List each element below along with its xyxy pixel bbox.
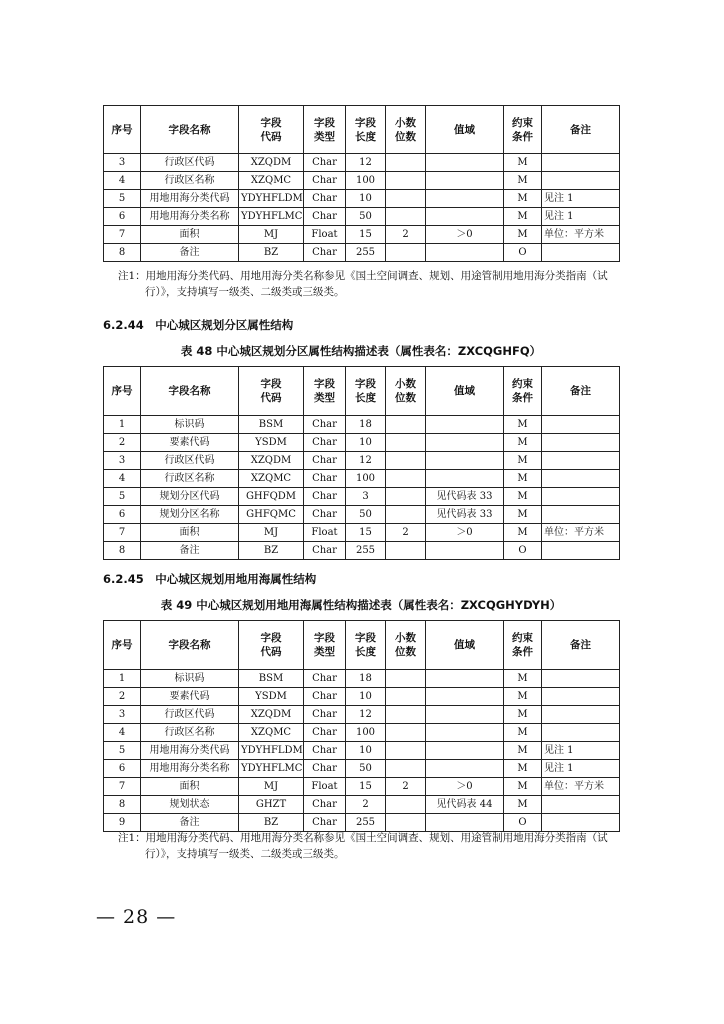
table-cell: M	[504, 226, 542, 244]
table-cell: 见注 1	[542, 190, 620, 208]
table-cell: Char	[304, 470, 346, 488]
table-cell: BSM	[239, 670, 304, 688]
table-cell	[386, 670, 426, 688]
column-header: 字段 长度	[346, 621, 386, 670]
table-cell: BZ	[239, 244, 304, 262]
table-row	[104, 244, 620, 262]
table-cell: MJ	[239, 524, 304, 542]
table-cell	[386, 724, 426, 742]
column-header: 备注	[542, 106, 620, 154]
table-cell	[542, 154, 620, 172]
column-header: 字段 类型	[304, 106, 346, 154]
table-row	[104, 226, 620, 244]
table-cell: Char	[304, 208, 346, 226]
table-cell	[386, 742, 426, 760]
table-row	[104, 172, 620, 190]
table-cell: 5	[104, 742, 141, 760]
column-header: 字段 代码	[239, 106, 304, 154]
table-cell: 2	[104, 688, 141, 706]
table-row	[104, 706, 620, 724]
table-cell: Float	[304, 524, 346, 542]
column-header: 字段 长度	[346, 106, 386, 154]
table-cell: 见注 1	[542, 742, 620, 760]
table-cell: O	[504, 244, 542, 262]
table-cell: M	[504, 488, 542, 506]
table-cell: GHFQDM	[239, 488, 304, 506]
table-cell	[386, 706, 426, 724]
table-cell	[386, 796, 426, 814]
table-cell	[386, 760, 426, 778]
table-cell	[386, 452, 426, 470]
table-cell	[426, 416, 504, 434]
table-cell	[426, 724, 504, 742]
table-cell: 8	[104, 796, 141, 814]
table-cell: Char	[304, 416, 346, 434]
column-header: 字段名称	[141, 106, 239, 154]
table-row	[104, 416, 620, 434]
table-row	[104, 760, 620, 778]
table-cell: Char	[304, 488, 346, 506]
column-header: 字段 代码	[239, 367, 304, 416]
column-header: 备注	[542, 621, 620, 670]
table-cell	[386, 190, 426, 208]
table-cell: ＞0	[426, 778, 504, 796]
table-cell	[426, 154, 504, 172]
table-cell: Char	[304, 760, 346, 778]
table-cell	[542, 172, 620, 190]
table-cell: YDYHFLDM	[239, 742, 304, 760]
table-cell	[386, 416, 426, 434]
column-header: 值域	[426, 106, 504, 154]
table-cell: 6	[104, 208, 141, 226]
table-cell: YDYHFLDM	[239, 190, 304, 208]
table-cell: M	[504, 524, 542, 542]
table-cell: 50	[346, 760, 386, 778]
table-caption-49: 表 49 中心城区规划用地用海属性结构描述表（属性表名：ZXCQGHYDYH）	[160, 598, 562, 612]
table-row	[104, 470, 620, 488]
table-cell: BZ	[239, 814, 304, 832]
table-cell: 见注 1	[542, 760, 620, 778]
column-header: 字段名称	[141, 621, 239, 670]
table-cell: 面积	[141, 778, 239, 796]
table-cell	[386, 172, 426, 190]
table-cell	[426, 706, 504, 724]
column-header: 小数 位数	[386, 621, 426, 670]
table-cell	[386, 470, 426, 488]
table-cell: O	[504, 814, 542, 832]
table-cell: 100	[346, 470, 386, 488]
table-cell	[386, 488, 426, 506]
table-cell: 4	[104, 724, 141, 742]
table-cell: 3	[346, 488, 386, 506]
table-cell: M	[504, 688, 542, 706]
table-cell: 要素代码	[141, 688, 239, 706]
table-cell: 2	[104, 434, 141, 452]
table-cell: 备注	[141, 542, 239, 560]
table-cell: 4	[104, 172, 141, 190]
table-cell: 6	[104, 506, 141, 524]
table-cell: 10	[346, 190, 386, 208]
table-cell: M	[504, 724, 542, 742]
table-cell	[542, 814, 620, 832]
table-cell: 5	[104, 190, 141, 208]
table-cell: M	[504, 434, 542, 452]
page-number: — 28 —	[96, 906, 177, 928]
table-cell: XZQDM	[239, 706, 304, 724]
table-cell	[426, 742, 504, 760]
table-cell	[542, 724, 620, 742]
table-cell: Char	[304, 742, 346, 760]
table-cell: 单位：平方米	[542, 524, 620, 542]
table-cell	[542, 506, 620, 524]
table-cell	[542, 488, 620, 506]
table-cell: Float	[304, 226, 346, 244]
table-cell: 用地用海分类名称	[141, 208, 239, 226]
table-cell: 2	[386, 226, 426, 244]
table-cell: GHZT	[239, 796, 304, 814]
table-row	[104, 154, 620, 172]
table-cell: M	[504, 796, 542, 814]
table-cell: 18	[346, 670, 386, 688]
table-row	[104, 208, 620, 226]
table-cell: 面积	[141, 226, 239, 244]
column-header: 字段 类型	[304, 367, 346, 416]
table-cell: GHFQMC	[239, 506, 304, 524]
table-cell: Char	[304, 452, 346, 470]
table-cell: 用地用海分类代码	[141, 190, 239, 208]
table-cell: M	[504, 208, 542, 226]
table-cell	[386, 244, 426, 262]
column-header: 序号	[104, 106, 141, 154]
table-cell: XZQMC	[239, 724, 304, 742]
table-row	[104, 190, 620, 208]
table-cell: 3	[104, 706, 141, 724]
table-row	[104, 688, 620, 706]
table-cell: 3	[104, 452, 141, 470]
table-cell: ＞0	[426, 524, 504, 542]
table-cell: 标识码	[141, 416, 239, 434]
table-cell: 备注	[141, 814, 239, 832]
table-cell: Char	[304, 190, 346, 208]
table-cell	[542, 470, 620, 488]
column-header: 字段 长度	[346, 367, 386, 416]
table-cell	[426, 172, 504, 190]
table-cell	[426, 208, 504, 226]
table-row	[104, 796, 620, 814]
table-cell: 规划分区名称	[141, 506, 239, 524]
table-48	[103, 366, 620, 560]
table-cell: Char	[304, 506, 346, 524]
table-cell: 要素代码	[141, 434, 239, 452]
table-cell: 行政区代码	[141, 154, 239, 172]
table-cell: YSDM	[239, 434, 304, 452]
table-cell: 单位：平方米	[542, 226, 620, 244]
table-cell: 2	[386, 524, 426, 542]
table-cell: Float	[304, 778, 346, 796]
table-cell	[426, 470, 504, 488]
table-cell: YSDM	[239, 688, 304, 706]
table-cell: 8	[104, 244, 141, 262]
table-cell	[426, 760, 504, 778]
table-cell	[386, 506, 426, 524]
table-cell	[426, 452, 504, 470]
column-header: 字段名称	[141, 367, 239, 416]
table-cell: 单位：平方米	[542, 778, 620, 796]
table-cell: 1	[104, 416, 141, 434]
table-cell: 100	[346, 172, 386, 190]
table-cell	[542, 416, 620, 434]
table-cell: 行政区名称	[141, 470, 239, 488]
table-cell: 8	[104, 542, 141, 560]
table-cell	[426, 542, 504, 560]
table-cell: 18	[346, 416, 386, 434]
table-cell	[426, 688, 504, 706]
table-cell	[386, 434, 426, 452]
table-cell: M	[504, 778, 542, 796]
table-row	[104, 434, 620, 452]
table-cell: 3	[104, 154, 141, 172]
table-cell	[426, 434, 504, 452]
column-header: 值域	[426, 367, 504, 416]
table-cell: 9	[104, 814, 141, 832]
table-cell: 7	[104, 524, 141, 542]
column-header: 序号	[104, 367, 141, 416]
table-cell: 7	[104, 226, 141, 244]
table-top-continued	[103, 105, 620, 262]
table-cell	[386, 154, 426, 172]
table-cell: 12	[346, 154, 386, 172]
table-cell: 规划分区代码	[141, 488, 239, 506]
table-cell: Char	[304, 814, 346, 832]
table-cell: Char	[304, 434, 346, 452]
table-cell: M	[504, 416, 542, 434]
table-cell: 12	[346, 452, 386, 470]
table-cell: MJ	[239, 226, 304, 244]
table-cell: 行政区名称	[141, 724, 239, 742]
column-header: 小数 位数	[386, 367, 426, 416]
section-heading-6-2-45: 6.2.45 中心城区规划用地用海属性结构	[103, 572, 317, 586]
table-cell: 50	[346, 506, 386, 524]
column-header: 值域	[426, 621, 504, 670]
table-cell: 5	[104, 488, 141, 506]
column-header: 字段 类型	[304, 621, 346, 670]
table-cell	[426, 814, 504, 832]
table-cell: 行政区代码	[141, 706, 239, 724]
table-cell: XZQDM	[239, 452, 304, 470]
table-row	[104, 724, 620, 742]
table-cell: 255	[346, 542, 386, 560]
table-cell	[542, 434, 620, 452]
table-cell: 50	[346, 208, 386, 226]
table-cell: M	[504, 670, 542, 688]
column-header: 约束 条件	[504, 106, 542, 154]
table-row	[104, 452, 620, 470]
table-cell: XZQDM	[239, 154, 304, 172]
table-cell: 2	[346, 796, 386, 814]
table-cell	[386, 208, 426, 226]
table-cell	[542, 244, 620, 262]
table-cell: XZQMC	[239, 470, 304, 488]
table-cell: 面积	[141, 524, 239, 542]
table-cell: YDYHFLMC	[239, 760, 304, 778]
table-note: 注1：用地用海分类代码、用地用海分类名称参见《国土空间调查、规划、用途管制用地用海分类指南（试行）》，支持填写一级类、二级类或三级类。	[118, 832, 608, 860]
table-cell: O	[504, 542, 542, 560]
table-cell: Char	[304, 670, 346, 688]
table-cell	[426, 670, 504, 688]
table-cell: Char	[304, 542, 346, 560]
table-row	[104, 814, 620, 832]
table-cell	[386, 542, 426, 560]
table-cell: Char	[304, 688, 346, 706]
table-cell: M	[504, 742, 542, 760]
table-row	[104, 542, 620, 560]
table-cell: 用地用海分类代码	[141, 742, 239, 760]
table-header-row	[104, 367, 620, 416]
table-cell: 12	[346, 706, 386, 724]
table-cell: 行政区代码	[141, 452, 239, 470]
table-cell	[426, 190, 504, 208]
table-cell	[386, 688, 426, 706]
table-cell: BSM	[239, 416, 304, 434]
table-cell	[542, 452, 620, 470]
column-header: 备注	[542, 367, 620, 416]
table-cell: M	[504, 470, 542, 488]
column-header: 序号	[104, 621, 141, 670]
table-row	[104, 488, 620, 506]
table-cell: 规划状态	[141, 796, 239, 814]
table-cell: 2	[386, 778, 426, 796]
table-cell: 6	[104, 760, 141, 778]
table-cell: XZQMC	[239, 172, 304, 190]
table-cell: 行政区名称	[141, 172, 239, 190]
table-cell: ＞0	[426, 226, 504, 244]
table-cell: Char	[304, 244, 346, 262]
table-row	[104, 670, 620, 688]
column-header: 小数 位数	[386, 106, 426, 154]
table-cell: 见代码表 33	[426, 506, 504, 524]
table-cell: 标识码	[141, 670, 239, 688]
table-cell: M	[504, 154, 542, 172]
table-cell: Char	[304, 724, 346, 742]
table-cell: M	[504, 760, 542, 778]
table-cell: 见注 1	[542, 208, 620, 226]
column-header: 字段 代码	[239, 621, 304, 670]
table-row	[104, 778, 620, 796]
table-cell: M	[504, 706, 542, 724]
table-cell: 255	[346, 814, 386, 832]
column-header: 约束 条件	[504, 367, 542, 416]
table-cell: 4	[104, 470, 141, 488]
table-cell	[542, 706, 620, 724]
table-cell: 7	[104, 778, 141, 796]
table-cell: YDYHFLMC	[239, 208, 304, 226]
table-cell: 备注	[141, 244, 239, 262]
table-cell: 10	[346, 742, 386, 760]
table-cell	[542, 688, 620, 706]
table-cell: 10	[346, 688, 386, 706]
table-row	[104, 742, 620, 760]
table-49	[103, 620, 620, 832]
table-header-row	[104, 106, 620, 154]
table-header-row	[104, 621, 620, 670]
table-cell: BZ	[239, 542, 304, 560]
table-cell: 1	[104, 670, 141, 688]
table-row	[104, 506, 620, 524]
section-heading-6-2-44: 6.2.44 中心城区规划分区属性结构	[103, 318, 294, 332]
table-cell: 用地用海分类名称	[141, 760, 239, 778]
column-header: 约束 条件	[504, 621, 542, 670]
table-cell: MJ	[239, 778, 304, 796]
table-cell: M	[504, 172, 542, 190]
table-cell: 见代码表 44	[426, 796, 504, 814]
table-cell	[542, 670, 620, 688]
table-cell: 15	[346, 524, 386, 542]
table-cell: 15	[346, 226, 386, 244]
table-cell	[386, 814, 426, 832]
table-cell: Char	[304, 706, 346, 724]
table-cell: 255	[346, 244, 386, 262]
table-cell	[426, 244, 504, 262]
table-cell	[542, 796, 620, 814]
table-cell: Char	[304, 154, 346, 172]
table-row	[104, 524, 620, 542]
table-cell: M	[504, 506, 542, 524]
table-cell: M	[504, 452, 542, 470]
table-cell: Char	[304, 796, 346, 814]
table-cell: 100	[346, 724, 386, 742]
table-cell: M	[504, 190, 542, 208]
table-caption-48: 表 48 中心城区规划分区属性结构描述表（属性表名：ZXCQGHFQ）	[180, 344, 542, 358]
table-note: 注1：用地用海分类代码、用地用海分类名称参见《国土空间调查、规划、用途管制用地用海分类指南（试行）》，支持填写一级类、二级类或三级类。	[118, 270, 608, 298]
table-cell	[542, 542, 620, 560]
table-cell: 10	[346, 434, 386, 452]
table-cell: 见代码表 33	[426, 488, 504, 506]
table-cell: 15	[346, 778, 386, 796]
table-cell: Char	[304, 172, 346, 190]
